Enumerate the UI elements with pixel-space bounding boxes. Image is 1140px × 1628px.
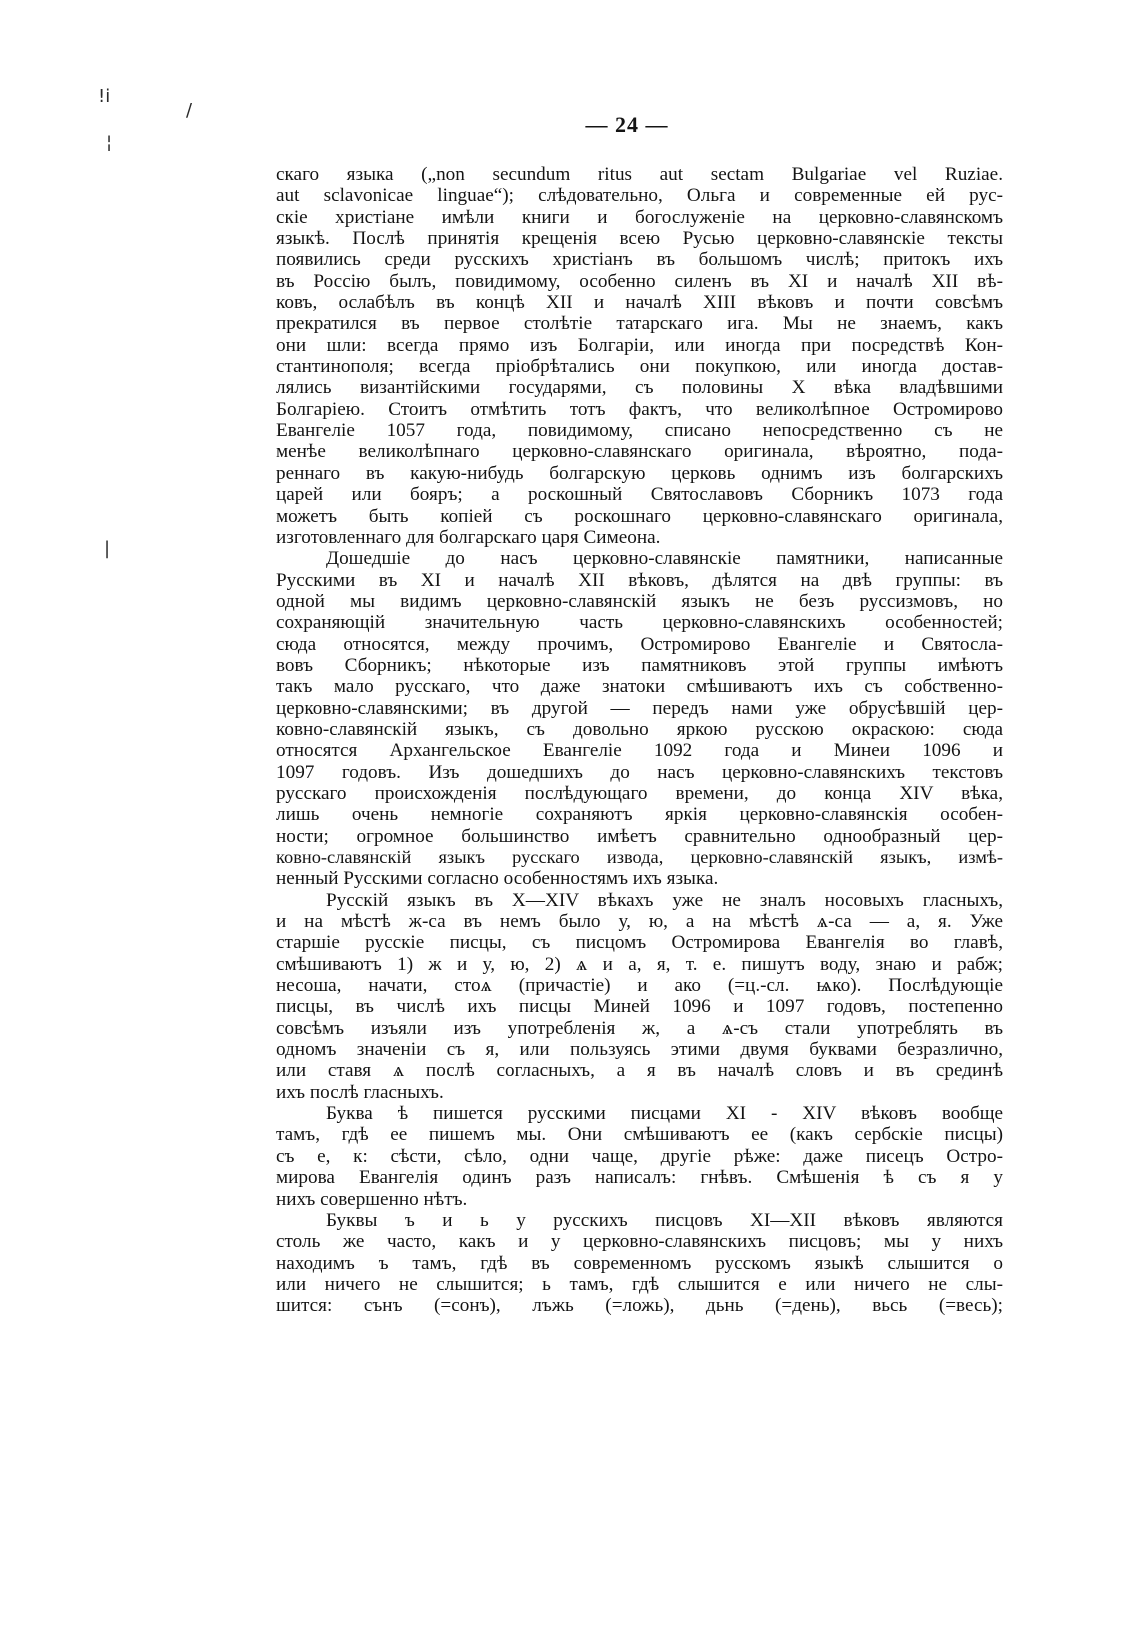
text-line: ненный Русскими согласно особенностямъ ихъ языка. <box>276 868 719 890</box>
text-line: находимъ ъ тамъ, гдѣ въ современномъ русскомъ языкѣ слышится о <box>276 1252 1003 1274</box>
text-line: нихъ совершенно нѣтъ. <box>276 1188 468 1210</box>
text-line: царей или бояръ; а роскошный Святославовъ Сборникъ 1073 года <box>276 484 1003 506</box>
page-number: — 24 — <box>585 112 669 137</box>
text-line: несоша, начати, стоѧ (причастіе) и ако (=ц.-сл. ѩко). Послѣдующіе <box>276 975 1003 997</box>
text-line: или ставя ѧ послѣ согласныхъ, а я въ началѣ словъ и въ срединѣ <box>276 1060 1003 1082</box>
text-line: Русскій языкъ въ X—XIV вѣкахъ уже не зналъ носовыхъ гласныхъ, <box>326 889 1003 911</box>
text-line: ности; огромное большинство имѣетъ сравнительно однообразный цер- <box>276 825 1003 847</box>
text-line: одномъ значеніи съ я, или пользуясь этими двумя буквами безразлично, <box>276 1039 1003 1061</box>
text-line: aut sclavonicae linguae“); слѣдовательно, Ольга и современные ей рус- <box>276 185 1003 207</box>
text-line: и на мѣстѣ ж-са въ немъ было у, ю, а на мѣстѣ ѧ-са — а, я. Уже <box>276 911 1003 933</box>
paragraph <box>276 548 1003 890</box>
text-line: совсѣмъ изъяли изъ употребленія ж, а ѧ-съ стали употреблять въ <box>276 1017 1003 1039</box>
text-line: Евангеліе 1057 года, повидимому, списано непосредственно съ не <box>276 420 1003 442</box>
text-line: Болгаріею. Стоитъ отмѣтить тотъ фактъ, что великолѣпное Остромирово <box>276 398 1003 420</box>
margin-mark-2: / <box>186 100 193 121</box>
text-line: или ничего не слышится; ь тамъ, гдѣ слышится е или ничего не слы- <box>276 1273 1003 1295</box>
text-line: сохраняющій значительную часть церковно-славянскихъ особенностей; <box>276 612 1003 634</box>
paragraph <box>276 890 1003 1103</box>
text-line: скаго языка („non secundum ritus aut sectam Bulgariae vel Ruziae. <box>276 164 1003 185</box>
text-line: лялись византійскими государями, съ половины X вѣка владѣвшими <box>276 377 1003 399</box>
text-line: появились среди русскихъ христіанъ въ большомъ числѣ; притокъ ихъ <box>276 249 1003 271</box>
text-line: ихъ послѣ гласныхъ. <box>276 1081 444 1103</box>
text-line: изготовленнаго для болгарскаго царя Симеона. <box>276 526 661 548</box>
text-line: съ е, к: сѣсти, сѣло, одни чаще, другіе рѣже: даже писецъ Остро- <box>276 1145 1003 1167</box>
text-line: вовъ Сборникъ; нѣкоторые изъ памятниковъ этой группы имѣютъ <box>276 654 1003 676</box>
text-line: Русскими въ XI и началѣ XII вѣковъ, дѣлятся на двѣ группы: въ <box>276 569 1003 591</box>
text-line: русскаго происхожденія послѣдующаго времени, до конца XIV вѣка, <box>276 782 1003 804</box>
text-line: стантинополя; всегда пріобрѣтались они покупкою, или иногда достав- <box>276 356 1003 378</box>
margin-mark-1: !i <box>98 86 111 107</box>
text-line: Дошедшіе до насъ церковно-славянскіе памятники, написанные <box>326 548 1003 570</box>
text-line: ковно-славянскій языкъ, съ довольно яркою русскою окраскою: сюда <box>276 718 1003 740</box>
text-line: столь же часто, какъ и у церковно-славянскихъ писцовъ; мы у нихъ <box>276 1231 1003 1253</box>
text-line: скіе христіане имѣли книги и богослуженіе на церковно-славянскомъ <box>276 206 1003 228</box>
text-line: реннаго въ какую-нибудь болгарскую церковь однимъ изъ болгарскихъ <box>276 462 1003 484</box>
text-line: мирова Евангелія одинъ разъ написалъ: гнѣвъ. Смѣшенія ѣ съ я у <box>276 1167 1003 1189</box>
text-line: ковно-славянскій языкъ русскаго извода, церковно-славянскій языкъ, измѣ- <box>276 847 1003 867</box>
text-line: Буквы ъ и ь у русскихъ писцовъ XI—XII вѣковъ являются <box>326 1209 1003 1231</box>
text-line: они шли: всегда прямо изъ Болгаріи, или иногда при посредствѣ Кон- <box>276 334 1003 356</box>
text-line: менѣе великолѣпнаго церковно-славянскаго оригинала, вѣроятно, пода- <box>276 441 1003 463</box>
text-line: прекратился въ первое столѣтіе татарскаго ига. Мы не знаемъ, какъ <box>276 313 1003 335</box>
margin-mark-3: ¦ <box>106 132 113 153</box>
text-line: лишь очень немногіе сохраняютъ яркія церковно-славянскія особен- <box>276 804 1003 826</box>
text-line: писцы, въ числѣ ихъ писцы Миней 1096 и 1097 годовъ, постепенно <box>276 996 1003 1018</box>
text-line: шится: сънъ (=сонъ), лъжь (=ложь), дьнь (=день), вьсь (=весь); <box>276 1295 1003 1317</box>
text-line: смѣшиваютъ 1) ж и у, ю, 2) ѧ и а, я, т. е. пишутъ воду, знаю и рабж; <box>276 953 1003 975</box>
margin-mark-4: | <box>104 538 111 559</box>
paragraph <box>276 1103 1003 1210</box>
text-line: въ Россію былъ, повидимому, особенно силенъ въ XI и началѣ XII вѣ- <box>276 270 1003 292</box>
body-text <box>276 164 1003 1317</box>
text-line: можетъ быть копіей съ роскошнаго церковно-славянскаго оригинала, <box>276 505 1003 527</box>
paragraph <box>276 1210 1003 1317</box>
text-line: языкѣ. Послѣ принятія крещенія всею Русью церковно-славянскіе тексты <box>276 228 1003 250</box>
text-line: Буква ѣ пишется русскими писцами XI - XIV вѣковъ вообще <box>326 1103 1003 1125</box>
text-line: одной мы видимъ церковно-славянскій языкъ не безъ руссизмовъ, но <box>276 590 1003 612</box>
paragraph <box>276 164 1003 548</box>
text-line: 1097 годовъ. Изъ дошедшихъ до насъ церковно-славянскихъ текстовъ <box>276 761 1003 783</box>
text-line: сюда относятся, между прочимъ, Остромирово Евангеліе и Святосла- <box>276 633 1003 655</box>
text-line: старшіе русскіе писцы, съ писцомъ Остромирова Евангелія во главѣ, <box>276 932 1003 954</box>
text-line: такъ мало русскаго, что даже знатоки смѣшиваютъ ихъ съ собственно- <box>276 676 1003 698</box>
text-line: относятся Архангельское Евангеліе 1092 года и Минеи 1096 и <box>276 740 1003 762</box>
text-line: тамъ, гдѣ ее пишемъ мы. Они смѣшиваютъ ее (какъ сербскіе писцы) <box>276 1124 1003 1146</box>
text-line: церковно-славянскими; въ другой — передъ нами уже обрусѣвшій цер- <box>276 697 1003 719</box>
text-line: ковъ, ослабѣлъ въ концѣ XII и началѣ XIII вѣковъ и почти совсѣмъ <box>276 292 1003 314</box>
